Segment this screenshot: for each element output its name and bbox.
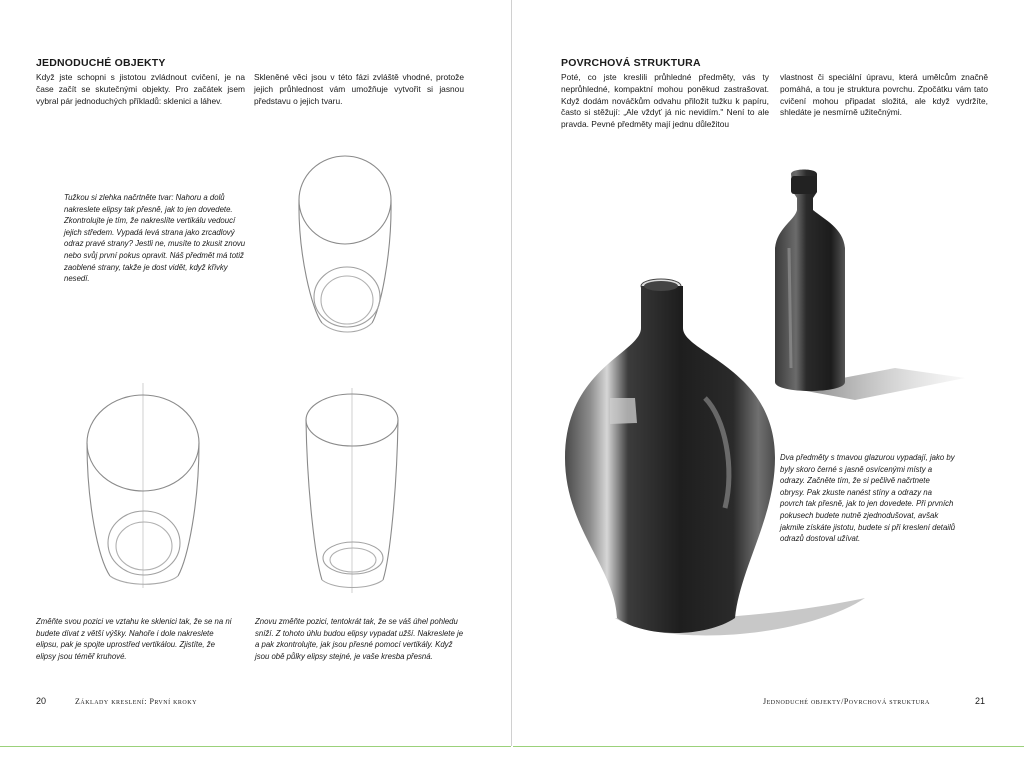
section-heading-left: JEDNODUCHÉ OBJEKTY bbox=[36, 57, 166, 69]
caption-glass-outline: Tužkou si zlehka načrtněte tvar: Nahoru a dolů nakreslete elipsy tak přesně, jak to jen dovedete. Zkontrolujte je tím, že nakreslíte vertikálu vedoucí jejich středem. Vypadá levá strana jako zrcadlový odraz pravé strany? Jestli ne, musíte to zkusit znovu nebo svůj první pokus opravit. Náš předmět má totiž zaoblené strany, takže je dost vidět, když křivky nesedí. bbox=[64, 193, 246, 284]
running-head-left: Základy kreslení: První kroky bbox=[75, 697, 197, 706]
page-number-right: 21 bbox=[975, 696, 986, 706]
section-heading-right: POVRCHOVÁ STRUKTURA bbox=[561, 57, 701, 69]
book-spine bbox=[511, 0, 512, 746]
right-page-edge-line bbox=[513, 746, 1024, 747]
left-page-edge-line bbox=[0, 746, 511, 747]
caption-surface-structure: Dva předměty s tmavou glazurou vypadají, jako by byly skoro černé s jasně osvícenými místy a odrazy. Začněte tím, že si pečlivě načrtnete obrysy. Pak zkuste nanést stíny a odrazy na povrch tak přesně, jak to jen dovedete. Při prvních pokusech budete nutně zjednodušovat, avšak jakmile získáte jistotu, budete si při kreslení detailů odrazů dostoval užívat. bbox=[780, 453, 956, 544]
caption-glass-high-view: Změňte svou pozici ve vztahu ke sklenici tak, že se na ni budete dívat z větší výšky. Nahoře i dole nakreslete elipsu, pak je spojte uprostřed vertikálou. Zjistíte, že elipsy jsou téměř kruhové. bbox=[36, 617, 232, 661]
vase bbox=[565, 279, 775, 633]
running-head-right: Jednoduché objekty/Povrchová struktura bbox=[763, 697, 930, 706]
intro-text-right-col1: Poté, co jste kreslili průhledné předměty, vás ty neprůhledné, kompaktní mohou poněkud zastrašovat. Když dodám nováčkům odvahu přiložit tužku k papíru, často si stěžují: „Ale vždyť já nic nevidím." Není to ale pravda. Pevné předměty mají jednu důležitou bbox=[561, 72, 769, 130]
bottle bbox=[775, 170, 845, 392]
glass-sketch-high-view bbox=[80, 383, 210, 593]
glass-sketch-top bbox=[290, 145, 410, 345]
bottom-margin bbox=[0, 746, 1024, 768]
intro-text-right-col2: vlastnost či speciální úpravu, která umělcům značně pomáhá, a tou je struktura povrchu. Zpočátku vám tato cvičení mohou připadat složitá, ale když vydržíte, shledáte je nesmírně užitečnými. bbox=[780, 72, 988, 118]
intro-text-left-col1: Když jste schopni s jistotou zvládnout cvičení, je na čase začít se skutečnými objekty. Pro začátek jsem vybral pár jednoduchých příkladů: sklenici a láhev. bbox=[36, 72, 245, 106]
glass-sketch-low-view bbox=[300, 388, 410, 598]
caption-glass-low-view: Znovu změňte pozici, tentokrát tak, že se váš úhel pohledu sníží. Z tohoto úhlu budou elipsy vypadat užší. Nakreslete je a pak zkontrolujte, jak jsou přesné pomocí vertikály. Když jsou obě půlky elipsy stejné, je vaše kresba přesná. bbox=[255, 617, 464, 661]
page-number-left: 20 bbox=[36, 696, 47, 706]
vase-and-bottle-drawing bbox=[555, 168, 985, 648]
intro-text-left-col2: Skleněné věci jsou v této fázi zvláště vhodné, protože jejich průhlednost vám umožňuje vytvořit si jasnou představu o jejich tvaru. bbox=[254, 72, 464, 106]
